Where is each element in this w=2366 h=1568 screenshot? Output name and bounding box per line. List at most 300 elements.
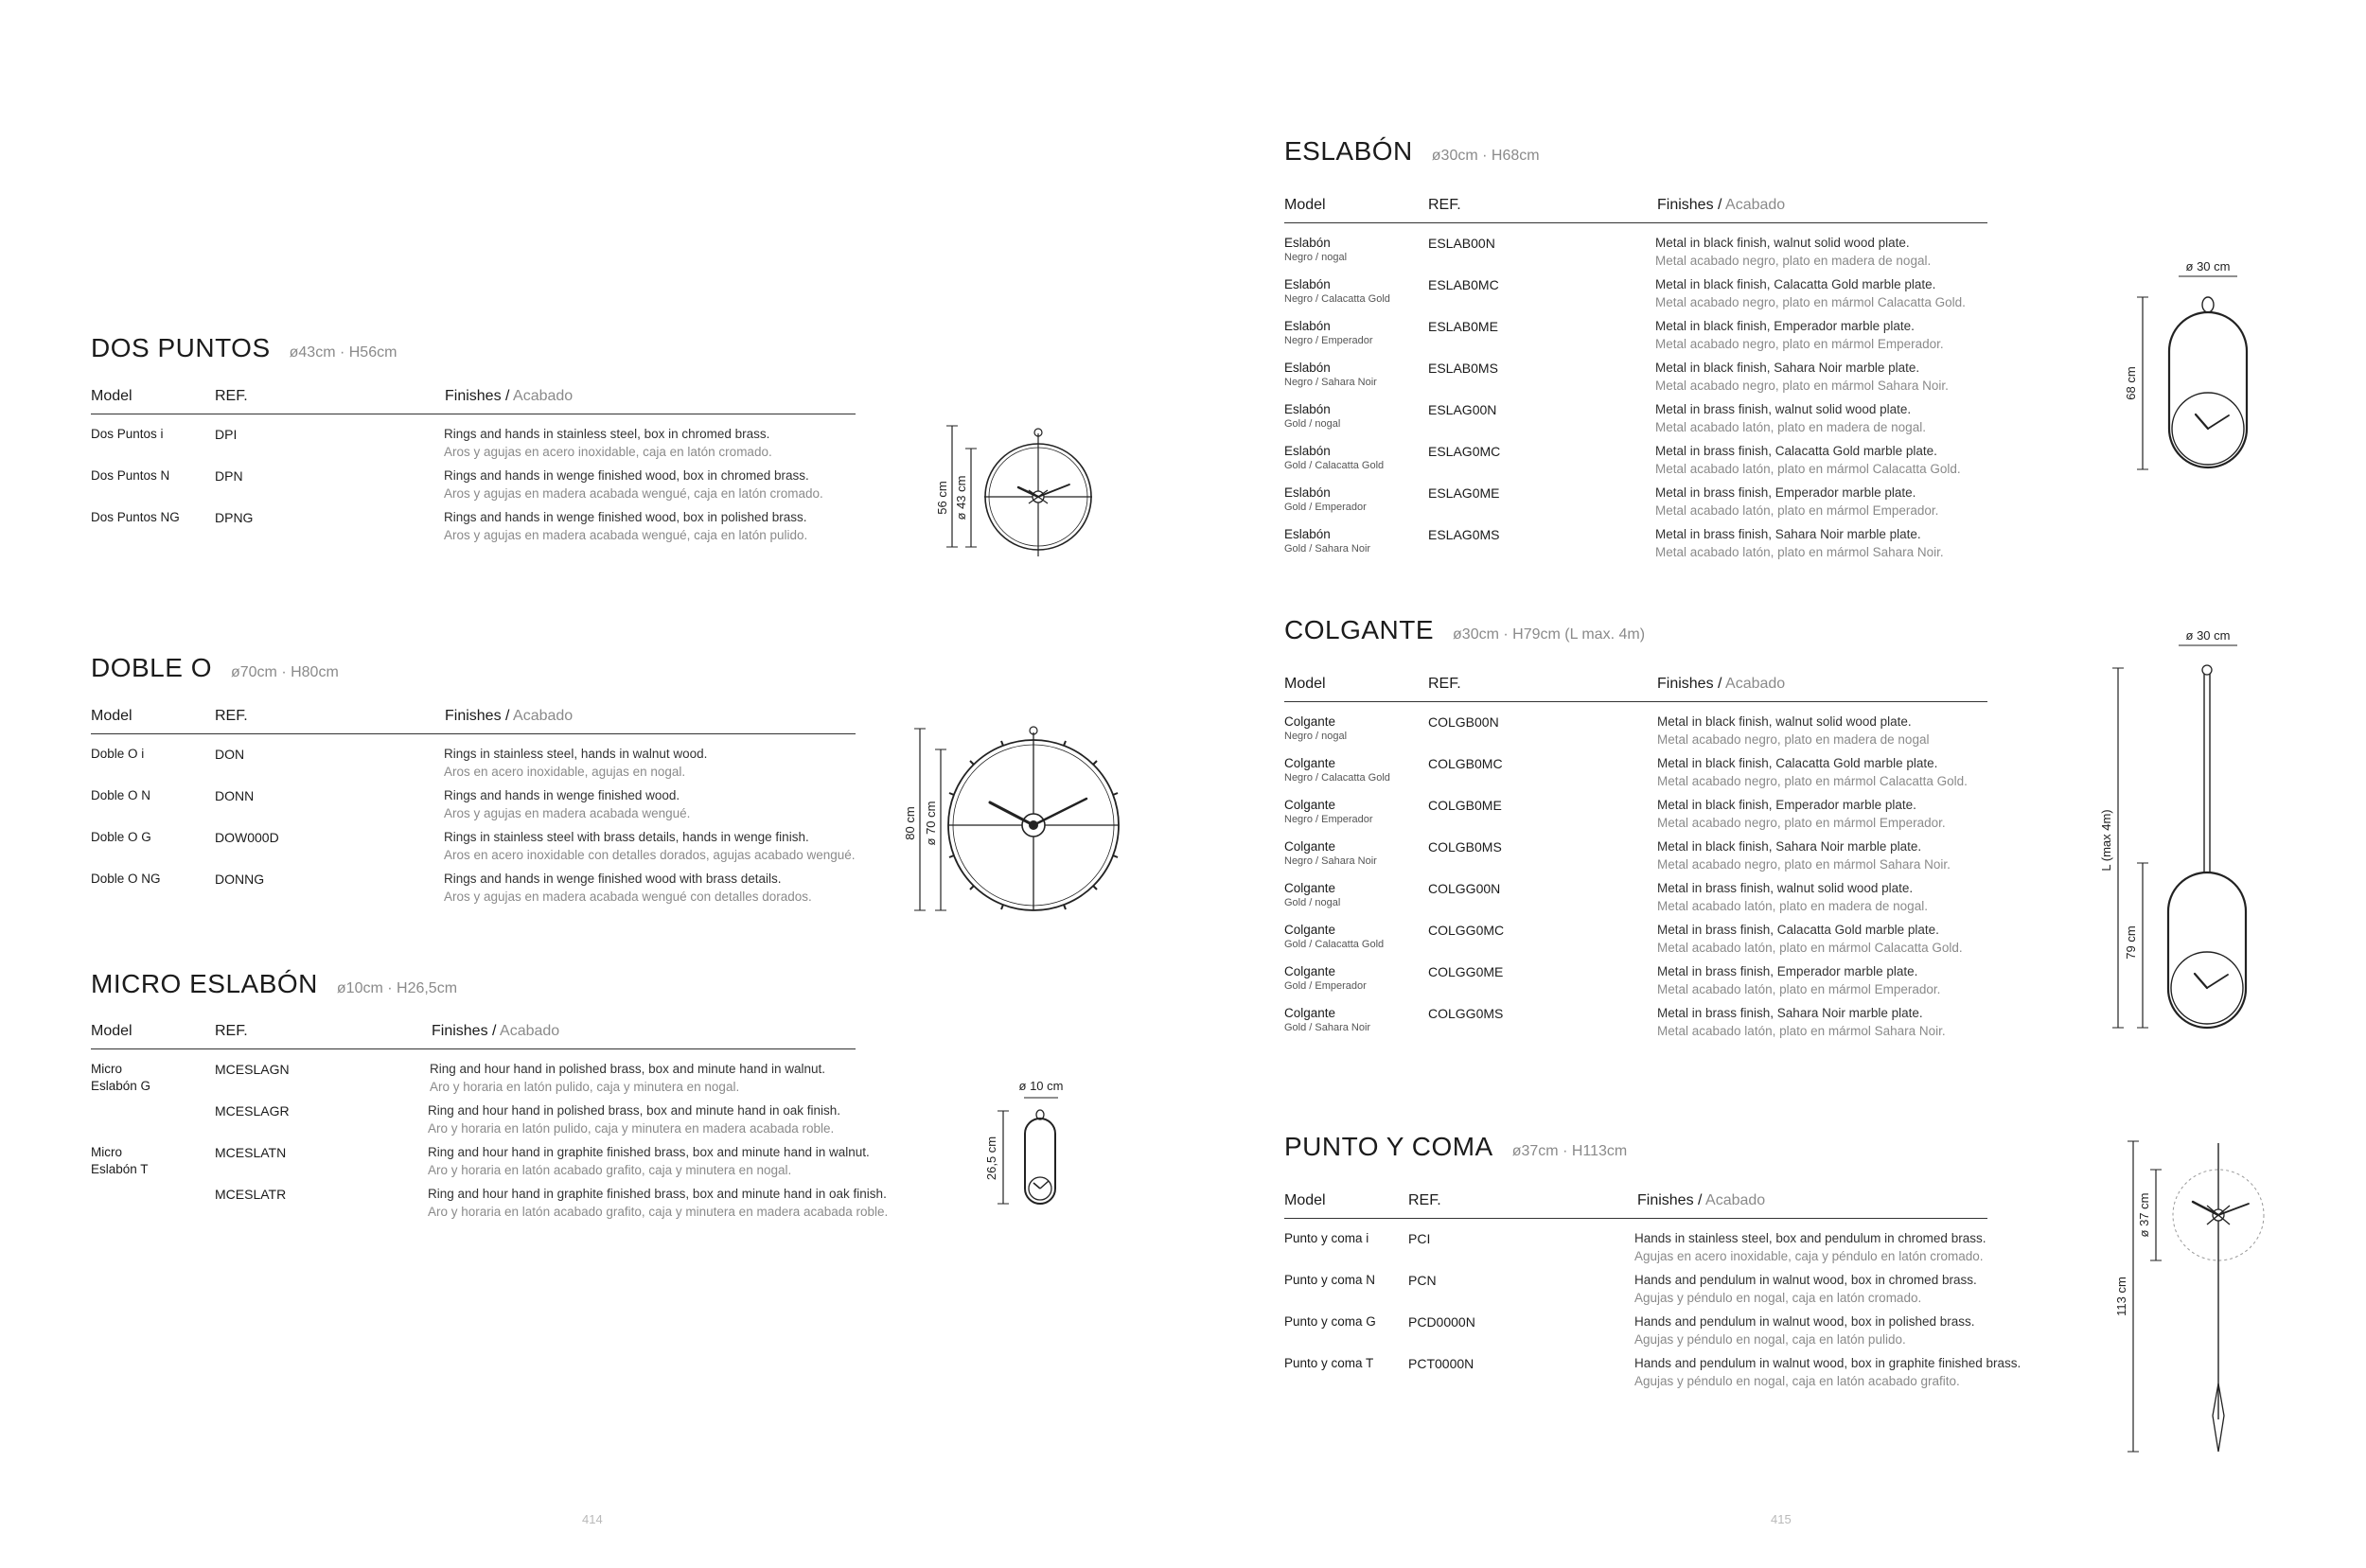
finish-es: Metal acabado latón, plato en madera de nogal.	[1655, 420, 1926, 434]
model-name: Colgante	[1284, 756, 1336, 770]
finish-cell	[1634, 1355, 2021, 1390]
finish-cell	[1657, 922, 1963, 957]
table-rule	[91, 733, 856, 734]
finish-en: Metal in brass finish, walnut solid wood plate.	[1657, 881, 1914, 895]
model-name: Eslabón	[1284, 485, 1331, 500]
table-row	[91, 1144, 924, 1186]
finish-cell	[428, 1102, 840, 1137]
finish-en: Metal in black finish, Calacatta Gold marble plate.	[1657, 756, 1938, 770]
model-cell	[1284, 1005, 1370, 1034]
model-cell	[91, 1144, 149, 1178]
finishes-es: Acabado	[500, 1023, 560, 1039]
finish-cell	[1655, 276, 1966, 311]
spec-table	[91, 708, 886, 912]
model-cell	[1284, 755, 1390, 784]
finish-cell	[1655, 235, 1931, 270]
model-name: Eslabón	[1284, 402, 1331, 416]
finish-cell	[444, 509, 807, 544]
model-variant: Negro / Emperador	[1284, 335, 1373, 346]
finish-cell	[1655, 401, 1926, 436]
finish-en: Metal in brass finish, Sahara Noir marble plate.	[1655, 527, 1921, 541]
finish-es: Aro y horaria en latón pulido, caja y minutera en nogal.	[430, 1080, 740, 1094]
finish-es: Metal acabado latón, plato en mármol Emperador.	[1657, 982, 1941, 996]
table-header	[1284, 676, 2032, 704]
finish-es: Aro y horaria en latón pulido, caja y minutera en madera acabada roble.	[428, 1121, 835, 1136]
model-ref: DON	[215, 747, 245, 762]
table-row	[1284, 443, 2032, 484]
model-cell	[1284, 963, 1367, 993]
table-row	[1284, 1272, 2098, 1313]
finish-cell	[1657, 880, 1928, 915]
table-header	[1284, 197, 2032, 225]
finish-cell	[444, 746, 707, 781]
model-variant: Gold / Emperador	[1284, 502, 1367, 513]
model-ref: ESLAG0MC	[1428, 444, 1501, 459]
table-row	[1284, 714, 2032, 755]
table-row	[1284, 401, 2032, 443]
section-eslabon	[1284, 136, 2032, 568]
col-finishes	[1657, 676, 1785, 693]
model-name: Dos Puntos i	[91, 427, 164, 441]
model-name: Eslabón	[1284, 236, 1331, 250]
finish-es: Metal acabado latón, plato en mármol Calacatta Gold.	[1655, 462, 1961, 476]
col-model: Model	[91, 1023, 132, 1039]
model-variant: Negro / nogal	[1284, 252, 1348, 263]
finish-es: Metal acabado negro, plato en mármol Sahara Noir.	[1657, 857, 1951, 872]
col-ref: REF.	[1428, 197, 1461, 213]
model-name: Doble O i	[91, 747, 145, 761]
table-row	[1284, 1230, 2098, 1272]
model-name: Punto y coma N	[1284, 1273, 1376, 1287]
model-ref: DONNG	[215, 872, 265, 887]
model-ref: COLGB0MC	[1428, 756, 1503, 771]
model-ref: COLGG0ME	[1428, 964, 1504, 979]
finish-cell	[1657, 714, 1929, 749]
page-number-right: 415	[1771, 1512, 1792, 1526]
section-dimensions: ø43cm · H56cm	[289, 344, 397, 361]
finish-en: Metal in black finish, walnut solid wood plate.	[1655, 236, 1910, 250]
finish-es: Metal acabado negro, plato en mármol Calacatta Gold.	[1657, 774, 1968, 788]
dim-diameter-label: ø 10 cm	[1018, 1079, 1064, 1093]
model-variant: Negro / Emperador	[1284, 814, 1373, 825]
finish-en: Metal in brass finish, walnut solid wood plate.	[1655, 402, 1912, 416]
model-name: Doble O G	[91, 830, 151, 844]
model-variant: Gold / Emperador	[1284, 980, 1367, 992]
finish-en: Rings and hands in wenge finished wood, box in polished brass.	[444, 510, 807, 524]
dim-diameter-label: ø 30 cm	[2185, 259, 2231, 273]
section-header	[91, 653, 886, 691]
section-colgante	[1284, 615, 2032, 1047]
finish-en: Metal in black finish, Calacatta Gold marble plate.	[1655, 277, 1936, 291]
finish-en: Rings and hands in wenge finished wood.	[444, 788, 680, 802]
section-header	[1284, 136, 2032, 174]
model-ref: DOW000D	[215, 830, 279, 845]
table-row	[1284, 318, 2032, 360]
model-variant: Negro / Sahara Noir	[1284, 855, 1377, 867]
model-ref: COLGG0MC	[1428, 923, 1505, 938]
finish-en: Hands in stainless steel, box and pendulum in chromed brass.	[1634, 1231, 1986, 1245]
finish-en: Hands and pendulum in walnut wood, box in chromed brass.	[1634, 1273, 1977, 1287]
table-header	[91, 1023, 924, 1051]
finish-es: Aros y agujas en acero inoxidable, caja en latón cromado.	[444, 445, 772, 459]
model-name: Doble O NG	[91, 872, 161, 886]
model-ref: ESLAG0ME	[1428, 485, 1500, 501]
finish-cell	[1655, 318, 1944, 353]
finishes-en: Finishes /	[1657, 197, 1722, 213]
spec-table	[91, 1023, 924, 1227]
model-cell	[1284, 443, 1384, 472]
section-header	[1284, 615, 2032, 653]
col-finishes	[432, 1023, 559, 1040]
model-ref: ESLAB0ME	[1428, 319, 1498, 334]
finish-es: Aros y agujas en madera acabada wengué, caja en latón pulido.	[444, 528, 808, 542]
finish-cell	[1655, 360, 1949, 395]
finish-es: Aros en acero inoxidable, agujas en nogal.	[444, 765, 686, 779]
finish-es: Agujas en acero inoxidable, caja y péndulo en latón cromado.	[1634, 1249, 1984, 1263]
model-cell	[1284, 276, 1390, 306]
finish-es: Metal acabado latón, plato en mármol Sahara Noir.	[1655, 545, 1944, 559]
finish-en: Metal in brass finish, Calacatta Gold marble plate.	[1655, 444, 1937, 458]
finish-cell	[1634, 1230, 1986, 1265]
finish-es: Aros en acero inoxidable con detalles dorados, agujas acabado wengué.	[444, 848, 856, 862]
table-row	[1284, 880, 2032, 922]
finishes-en: Finishes /	[432, 1023, 497, 1039]
dim-height-label: 79 cm	[2124, 925, 2138, 960]
model-variant: Gold / nogal	[1284, 418, 1341, 430]
model-variant: Gold / Sahara Noir	[1284, 1022, 1371, 1033]
finishes-es: Acabado	[513, 388, 574, 404]
finish-es: Metal acabado negro, plato en madera de nogal.	[1655, 254, 1932, 268]
section-title: COLGANTE	[1284, 615, 1435, 644]
table-row	[91, 1186, 924, 1227]
model-ref: PCT0000N	[1408, 1356, 1474, 1371]
section-dimensions: ø37cm · H113cm	[1511, 1143, 1628, 1159]
model-cell	[1284, 526, 1370, 555]
finish-en: Ring and hour hand in polished brass, box and minute hand in walnut.	[430, 1062, 826, 1076]
table-row	[91, 871, 886, 912]
finish-es: Aro y horaria en latón acabado grafito, caja y minutera en nogal.	[428, 1163, 792, 1177]
page-number-left: 414	[582, 1512, 603, 1526]
finishes-es: Acabado	[1705, 1192, 1766, 1208]
table-row	[91, 1061, 924, 1102]
finish-es: Aro y horaria en latón acabado grafito, caja y minutera en madera acabada roble.	[428, 1205, 889, 1219]
model-ref: ESLAB0MC	[1428, 277, 1499, 292]
model-name: Dos Puntos N	[91, 468, 170, 483]
col-model: Model	[91, 708, 132, 724]
finish-es: Metal acabado negro, plato en mármol Emperador.	[1657, 816, 1946, 830]
finish-es: Aros y agujas en madera acabada wengué con detalles dorados.	[444, 890, 812, 904]
finish-es: Agujas y péndulo en nogal, caja en latón acabado grafito.	[1634, 1374, 1960, 1388]
col-ref: REF.	[1408, 1192, 1441, 1208]
model-ref: COLGB00N	[1428, 714, 1499, 730]
finish-es: Metal acabado latón, plato en madera de nogal.	[1657, 899, 1928, 913]
model-name: Colgante	[1284, 714, 1336, 729]
dim-height-label: 80 cm	[903, 806, 917, 840]
model-ref: MCESLAGN	[215, 1062, 290, 1077]
model-ref: COLGG00N	[1428, 881, 1501, 896]
finish-es: Metal acabado negro, plato en mármol Calacatta Gold.	[1655, 295, 1966, 309]
model-ref: DPNG	[215, 510, 254, 525]
finishes-es: Acabado	[1725, 197, 1786, 213]
model-name: Eslabón	[1284, 527, 1331, 541]
dim-length-label: L (max 4m)	[2099, 809, 2113, 872]
spec-table	[1284, 676, 2032, 1047]
table-rule	[1284, 222, 1987, 223]
model-ref: DPI	[215, 427, 238, 442]
model-name: Colgante	[1284, 1006, 1336, 1020]
col-finishes	[445, 388, 573, 405]
section-title: PUNTO Y COMA	[1284, 1132, 1493, 1161]
finish-cell	[1634, 1272, 1977, 1307]
dim-height-label: 113 cm	[2114, 1277, 2128, 1316]
table-row	[1284, 526, 2032, 568]
table-row	[1284, 484, 2032, 526]
finish-es: Aros y agujas en madera acabada wengué.	[444, 806, 691, 820]
finish-es: Metal acabado negro, plato en mármol Sahara Noir.	[1655, 379, 1949, 393]
model-ref: DPN	[215, 468, 243, 484]
model-cell	[1284, 714, 1347, 743]
model-name: Colgante	[1284, 964, 1336, 978]
table-row	[1284, 963, 2032, 1005]
model-ref: ESLAB00N	[1428, 236, 1495, 251]
model-name: Eslabón	[1284, 444, 1331, 458]
col-finishes	[1637, 1192, 1765, 1209]
table-row	[1284, 276, 2032, 318]
table-row	[91, 467, 857, 509]
col-ref: REF.	[215, 708, 248, 724]
model-variant: Negro / nogal	[1284, 731, 1348, 742]
model-cell	[1284, 922, 1384, 951]
section-header	[1284, 1132, 2098, 1170]
col-model: Model	[1284, 197, 1326, 213]
section-dimensions: ø70cm · H80cm	[230, 664, 339, 680]
section-dimensions: ø10cm · H26,5cm	[336, 980, 458, 996]
col-ref: REF.	[1428, 676, 1461, 692]
model-name: Eslabón	[1284, 277, 1331, 291]
finish-en: Metal in brass finish, Sahara Noir marble plate.	[1657, 1006, 1923, 1020]
section-dos-puntos	[91, 333, 857, 551]
punto-y-coma-clock-diagram	[2101, 1136, 2290, 1457]
spec-table	[1284, 197, 2032, 568]
model-ref: MCESLATR	[215, 1187, 287, 1202]
dim-diameter-label: ø 30 cm	[2185, 628, 2231, 643]
model-cell	[1284, 360, 1377, 389]
finish-en: Rings and hands in wenge finished wood with brass details.	[444, 872, 782, 886]
table-row	[1284, 1005, 2032, 1047]
model-variant: Negro / Calacatta Gold	[1284, 772, 1390, 784]
model-variant: Gold / Calacatta Gold	[1284, 939, 1385, 950]
model-ref: DONN	[215, 788, 255, 803]
table-row	[91, 787, 886, 829]
finish-en: Metal in brass finish, Emperador marble plate.	[1655, 485, 1916, 500]
model-name: Doble O N	[91, 788, 151, 802]
model-cell	[1284, 235, 1347, 264]
model-name: Colgante	[1284, 798, 1336, 812]
model-ref: ESLAG0MS	[1428, 527, 1500, 542]
section-header	[91, 969, 924, 1007]
table-row	[91, 426, 857, 467]
spec-table	[1284, 1192, 2098, 1397]
table-rule	[1284, 701, 1987, 702]
finish-en: Rings and hands in wenge finished wood, box in chromed brass.	[444, 468, 809, 483]
model-ref: ESLAB0MS	[1428, 361, 1498, 376]
section-title: DOBLE O	[91, 653, 212, 682]
finish-en: Ring and hour hand in polished brass, box and minute hand in oak finish.	[428, 1103, 841, 1118]
finish-cell	[444, 871, 812, 906]
finish-cell	[428, 1186, 888, 1221]
model-variant: Negro / Calacatta Gold	[1284, 293, 1390, 305]
table-row	[1284, 797, 2032, 838]
model-ref: PCN	[1408, 1273, 1437, 1288]
finish-en: Metal in brass finish, Calacatta Gold marble plate.	[1657, 923, 1939, 937]
col-ref: REF.	[215, 388, 248, 404]
dim-diameter-label: ø 43 cm	[954, 475, 968, 520]
finish-es: Metal acabado negro, plato en mármol Emperador.	[1655, 337, 1944, 351]
model-name: Colgante	[1284, 881, 1336, 895]
model-cell	[91, 1061, 150, 1095]
table-header	[91, 708, 886, 736]
table-row	[91, 829, 886, 871]
finish-es: Agujas y péndulo en nogal, caja en latón pulido.	[1634, 1332, 1906, 1347]
model-name: Punto y coma G	[1284, 1314, 1376, 1329]
finish-cell	[1657, 963, 1940, 998]
model-cell	[1284, 880, 1340, 909]
finish-cell	[444, 787, 690, 822]
model-cell	[1284, 484, 1367, 514]
dim-height-label: 56 cm	[935, 481, 949, 515]
finish-en: Hands and pendulum in walnut wood, box in polished brass.	[1634, 1314, 1975, 1329]
table-row	[91, 1102, 924, 1144]
col-model: Model	[91, 388, 132, 404]
doble-o-clock-diagram	[899, 719, 1136, 918]
table-row	[91, 509, 857, 551]
col-finishes	[1657, 197, 1785, 214]
model-cell	[1284, 401, 1340, 431]
table-header	[91, 388, 857, 416]
model-name: Eslabón	[1284, 361, 1331, 375]
model-cell	[1284, 318, 1373, 347]
dim-diameter-label: ø 70 cm	[924, 801, 938, 846]
model-ref: COLGB0ME	[1428, 798, 1502, 813]
model-cell	[1284, 797, 1373, 826]
table-row	[1284, 1313, 2098, 1355]
finish-en: Metal in black finish, Emperador marble plate.	[1657, 798, 1916, 812]
finish-es: Metal acabado latón, plato en mármol Sahara Noir.	[1657, 1024, 1946, 1038]
eslabon-clock-diagram	[2120, 254, 2271, 473]
model-name-line2: Eslabón T	[91, 1162, 149, 1176]
spec-table	[91, 388, 857, 551]
section-title: DOS PUNTOS	[91, 333, 271, 362]
model-ref: ESLAG00N	[1428, 402, 1497, 417]
finishes-en: Finishes /	[445, 388, 510, 404]
finish-en: Rings in stainless steel with brass details, hands in wenge finish.	[444, 830, 809, 844]
finishes-es: Acabado	[513, 708, 574, 724]
finish-cell	[1634, 1313, 1974, 1348]
section-header	[91, 333, 857, 371]
col-model: Model	[1284, 1192, 1326, 1208]
finish-cell	[444, 426, 772, 461]
model-variant: Gold / nogal	[1284, 897, 1341, 908]
dos-puntos-clock-diagram	[927, 414, 1098, 556]
finish-cell	[1655, 443, 1961, 478]
model-name: Punto y coma i	[1284, 1231, 1369, 1245]
model-name: Micro	[91, 1145, 122, 1159]
model-ref: COLGG0MS	[1428, 1006, 1504, 1021]
model-cell	[1284, 838, 1377, 868]
model-ref: MCESLAGR	[215, 1103, 290, 1119]
micro-eslabon-clock-diagram	[975, 1077, 1088, 1211]
col-model: Model	[1284, 676, 1326, 692]
finish-es: Aros y agujas en madera acabada wengué, caja en latón cromado.	[444, 486, 823, 501]
col-finishes	[445, 708, 573, 725]
finish-en: Rings and hands in stainless steel, box in chromed brass.	[444, 427, 770, 441]
col-ref: REF.	[215, 1023, 248, 1039]
finish-es: Agujas y péndulo en nogal, caja en latón cromado.	[1634, 1291, 1922, 1305]
model-name: Eslabón	[1284, 319, 1331, 333]
finish-en: Ring and hour hand in graphite finished brass, box and minute hand in walnut.	[428, 1145, 870, 1159]
model-variant: Gold / Sahara Noir	[1284, 543, 1371, 555]
finish-es: Metal acabado latón, plato en mármol Calacatta Gold.	[1657, 941, 1963, 955]
table-row	[1284, 922, 2032, 963]
section-doble-o	[91, 653, 886, 912]
model-name-line2: Eslabón G	[91, 1079, 151, 1093]
model-name: Colgante	[1284, 923, 1336, 937]
finish-cell	[430, 1061, 825, 1096]
finishes-en: Finishes /	[1637, 1192, 1703, 1208]
finish-cell	[1657, 838, 1951, 873]
finish-en: Metal in brass finish, Emperador marble plate.	[1657, 964, 1918, 978]
model-name: Micro	[91, 1062, 122, 1076]
table-rule	[1284, 1218, 1987, 1219]
model-name: Punto y coma T	[1284, 1356, 1374, 1370]
table-rule	[91, 1048, 856, 1049]
section-dimensions: ø30cm · H79cm (L max. 4m)	[1453, 626, 1646, 643]
table-row	[1284, 838, 2032, 880]
finish-cell	[444, 467, 823, 502]
finish-en: Metal in black finish, Sahara Noir marble plate.	[1655, 361, 1920, 375]
model-ref: COLGB0MS	[1428, 839, 1502, 854]
model-ref: PCD0000N	[1408, 1314, 1475, 1330]
table-row	[1284, 1355, 2098, 1397]
table-row	[1284, 755, 2032, 797]
table-row	[91, 746, 886, 787]
finishes-es: Acabado	[1725, 676, 1786, 692]
section-title: ESLABÓN	[1284, 136, 1413, 166]
colgante-clock-diagram	[2092, 621, 2281, 1037]
finish-es: Metal acabado negro, plato en madera de nogal	[1657, 732, 1930, 747]
dim-diameter-label: ø 37 cm	[2137, 1192, 2151, 1238]
finish-en: Rings in stainless steel, hands in walnut wood.	[444, 747, 708, 761]
finish-es: Metal acabado latón, plato en mármol Emperador.	[1655, 503, 1939, 518]
section-title: MICRO ESLABÓN	[91, 969, 318, 998]
model-variant: Gold / Calacatta Gold	[1284, 460, 1385, 471]
finish-cell	[1655, 484, 1938, 520]
finish-cell	[1657, 755, 1968, 790]
finish-en: Ring and hour hand in graphite finished brass, box and minute hand in oak finish.	[428, 1187, 887, 1201]
model-name: Dos Puntos NG	[91, 510, 180, 524]
finish-cell	[428, 1144, 870, 1179]
finishes-en: Finishes /	[445, 708, 510, 724]
model-name: Colgante	[1284, 839, 1336, 854]
section-dimensions: ø30cm · H68cm	[1431, 148, 1540, 164]
dim-height-label: 26,5 cm	[984, 1136, 998, 1181]
model-ref: PCI	[1408, 1231, 1431, 1246]
finish-en: Metal in black finish, walnut solid wood plate.	[1657, 714, 1912, 729]
section-punto-y-coma	[1284, 1132, 2098, 1397]
model-variant: Negro / Sahara Noir	[1284, 377, 1377, 388]
model-ref: MCESLATN	[215, 1145, 287, 1160]
table-header	[1284, 1192, 2098, 1221]
